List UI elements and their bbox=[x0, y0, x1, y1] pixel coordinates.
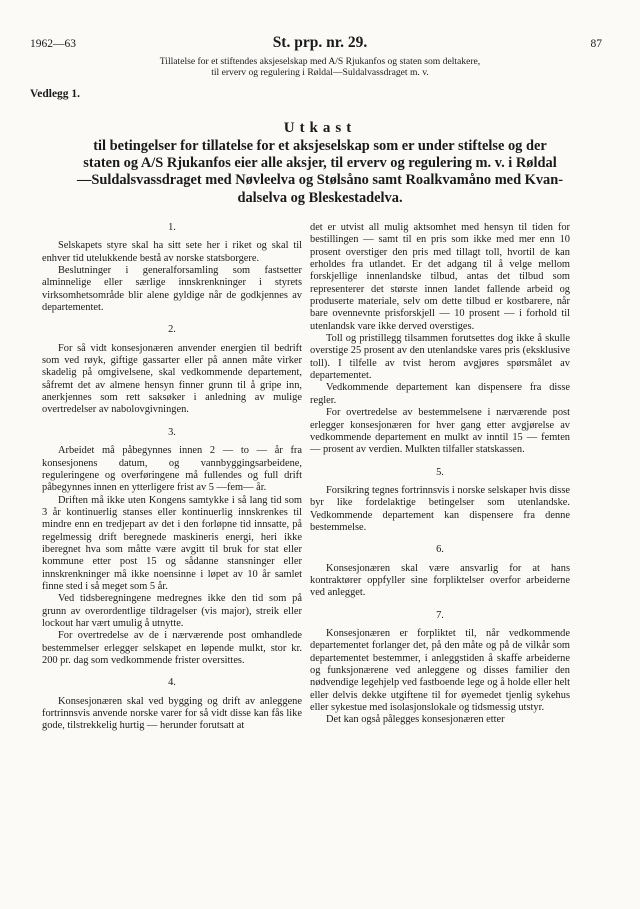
paragraph: Konsesjonæren skal være ansvarlig for at hans kontraktører oppfyller sine forpliktelser overfor arbeiderne ved anlegget. bbox=[310, 562, 570, 599]
running-subtitle bbox=[40, 56, 600, 78]
running-subtitle-line: Tillatelse for et stiftendes aksjeselskap med A/S Rjukanfos og staten som deltakere, bbox=[159, 56, 481, 67]
section-number: 2. bbox=[168, 324, 176, 336]
paragraph: Vedkommende departement kan dispensere fra disse regler. bbox=[310, 382, 570, 406]
section-number: 4. bbox=[168, 677, 176, 689]
title-line: —Suldalsvassdraget med Nøvleelva og Stølsåno samt Roalkvamåno med Kvan- bbox=[76, 172, 564, 189]
paragraph: For overtredelse av de i nærværende post omhandlede bestemmelser erlegger selskapet en løpende mulkt, stor kr. 200 pr. dag som vedkommende frister oversittes. bbox=[42, 630, 302, 666]
paragraph: Ved tidsberegningene medregnes ikke den tid som på grunn av overordentlige tildragelser (vis major), streik eller lockout har vært umulig å utnytte. bbox=[42, 593, 302, 629]
paragraph: Konsesjonæren er forpliktet til, når vedkommende departementet forlanger det, på den måte og på de vilkår som departementet bestemmer, i anleggstiden å skaffe arbeiderne og funksjonærene ved anleggene og disses familier den nødvendige legehjelp ved fastboende lege og å holde eller helt eller delvis dekke utgiftene til for øyemedet tjenlig sykehus eller sykestue med isolasjonslokale og tidsmessig utstyr. bbox=[310, 627, 570, 714]
paragraph: For så vidt konsesjonæren anvender energien til bedrift som ved røyk, giftige gassarter eller på annen måte virker skadelig på omgivelsene, skal vedkommende departement, såfremt det av almene hensyn finner grunn til å gripe inn, anerkjennes som rett saksøker i anledning av mulige overtredelser av nabolovgivningen. bbox=[42, 342, 302, 416]
paragraph: Selskapets styre skal ha sitt sete her i riket og skal til enhver tid utelukkende bestå av norske statsborgere. bbox=[42, 240, 302, 264]
page-number: 87 bbox=[590, 38, 602, 50]
section-number: 1. bbox=[168, 222, 176, 233]
section-number: 5. bbox=[436, 466, 444, 478]
header-year: 1962—63 bbox=[30, 38, 76, 50]
paragraph: Konsesjonæren skal ved bygging og drift av anleggene fortrinnsvis anvende norske varer for så vidt disse kan fås like gode, tilstrekkelig hurtig — herunder forutsatt at bbox=[42, 695, 302, 732]
paragraph: Det kan også pålegges konsesjonæren etter bbox=[326, 714, 505, 726]
section-number: 7. bbox=[436, 609, 444, 621]
conditions-title bbox=[38, 138, 602, 207]
paragraph: For overtredelse av bestemmelsene i nærværende post erlegger konsesjonæren for hver gang etter avgjørelse av vedkommende departement en mulkt av inntil 15 — femten — prosent av verdien. Mulkten tilfaller statskassen. bbox=[310, 407, 570, 456]
title-line: til betingelser for tillatelse for et aksjeselskap som er under stiftelse og der bbox=[93, 138, 547, 154]
paragraph: Driften må ikke uten Kongens samtykke i så lang tid som 3 år kontinuerlig stanses eller kontinuerlig innskrenkes til mindre enn en tredjepart av det i den forløpne tid innsatte, på regelmessig drift beregnede maskineris energi, heri ikke iberegnet hva som måtte være avgitt til bruk for stat eller kommune etter post 15 og sådanne stansninger eller innskrenkninger må ikke noensinne i løpet av 10 år samlet finne sted i så meget som 5 år. bbox=[42, 494, 302, 592]
running-subtitle-line: til erverv og regulering i Røldal—Suldalvassdraget m. v. bbox=[211, 67, 429, 78]
right-column bbox=[310, 222, 570, 727]
section-number: 3. bbox=[168, 426, 176, 438]
left-column bbox=[42, 222, 302, 733]
draft-heading: Utkast bbox=[283, 120, 357, 136]
paragraph: Arbeidet må påbegynnes innen 2 — to — år fra konsesjonens datum, og vannbyggingsarbeidene, reguleringene og overføringene må fullendes og full drift påbegynnes innen en ytterligere frist av 5 —fem— år. bbox=[42, 445, 302, 494]
title-line: staten og A/S Rjukanfos eier alle aksjer, til erverv og regulering m. v. i Røldal bbox=[83, 155, 557, 172]
title-line: dalselva og Bleskestadelva. bbox=[237, 189, 403, 206]
document-title: St. prp. nr. 29. bbox=[272, 34, 368, 51]
appendix-label: Vedlegg 1. bbox=[30, 88, 81, 100]
paragraph: Toll og pristillegg tilsammen forutsettes dog ikke å skulle overstige 25 prosent av den utenlandske vares pris (eksklusive toll). I tilfelle av tvist herom avgjøres spørsmålet av departementet. bbox=[310, 333, 570, 382]
section-number: 6. bbox=[436, 544, 444, 556]
paragraph: Beslutninger i generalforsamling som fastsetter alminnelige eller særlige innskrenkninger i styrets virksomhetsområde blir alene gyldige når de godkjennes av departementet. bbox=[42, 265, 302, 314]
paragraph: Forsikring tegnes fortrinnsvis i norske selskaper hvis disse byr like fordelaktige betingelser som utenlandske. Vedkommende departement kan dispensere fra denne bestemmelse. bbox=[310, 484, 570, 533]
paragraph: det er utvist all mulig aktsomhet med hensyn til tiden for bestillingen — samt til en pris som ikke med mer enn 10 prosent overstiger den pris med tillagt toll, hvortil de kan erholdes fra utlandet. Er det adgang til å velge mellom forskjellige innenlandske tilbud, antas det tilbud som representerer det største innen landet fallende arbeid og produserte materiale, selv om dette tilbud er kostbarere, når bare ovennevnte prisforskjell — 10 prosent — i forhold til utenlandsk vare ikke derved overstiges. bbox=[310, 222, 570, 332]
